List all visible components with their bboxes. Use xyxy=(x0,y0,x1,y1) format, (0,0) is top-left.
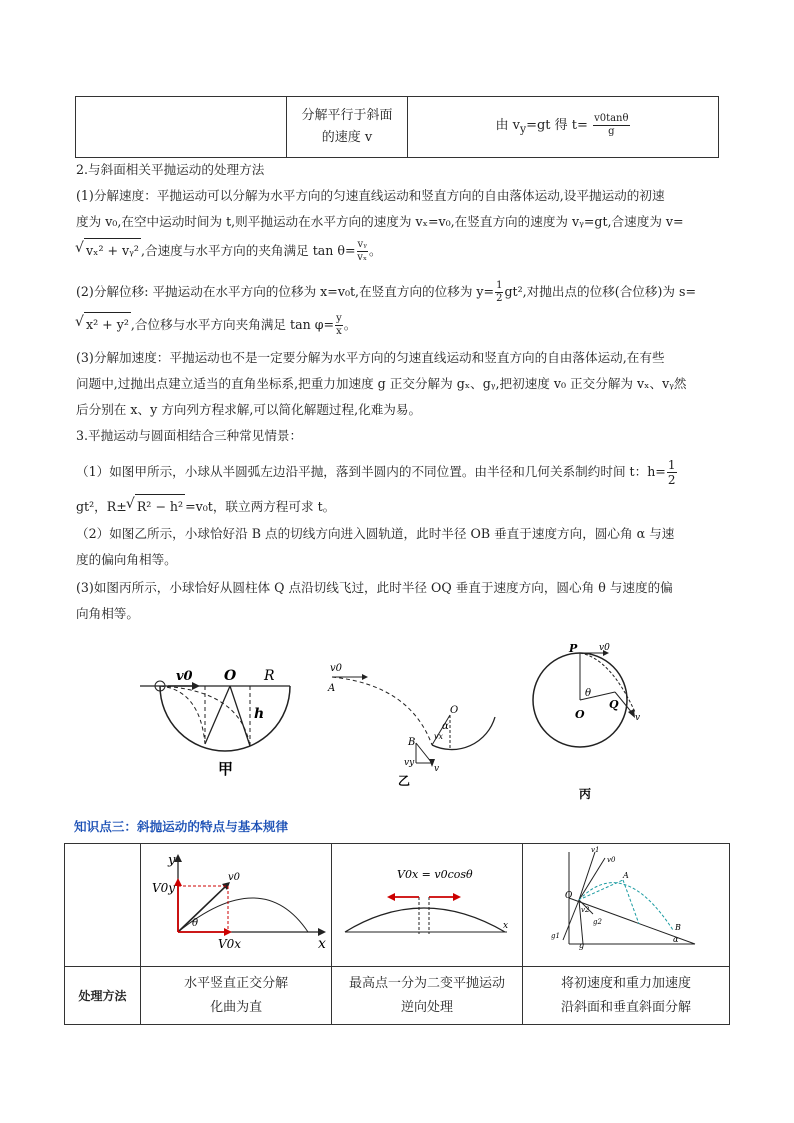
svg-text:A: A xyxy=(623,871,629,880)
method-col1: 水平竖直正交分解 化曲为直 xyxy=(141,967,332,1025)
svg-text:v2: v2 xyxy=(581,906,590,914)
figure-yi xyxy=(320,655,500,790)
svg-text:O: O xyxy=(575,708,585,721)
svg-text:g1: g1 xyxy=(551,932,560,940)
section2-p1c: √ vₓ² + vᵧ² ,合速度与水平方向的夹角满足 tan θ= $\frac{\text{vᵧ}}{\text{vₓ}}$ 。 xyxy=(76,238,722,264)
oblique-table-corner xyxy=(65,844,141,967)
section3-q1a: （1）如图甲所示，小球从半圆弧左边沿平抛，落到半圆内的不同位置。由半径和几何关系制约时间 t：h= $\frac{1}{2}$ xyxy=(76,458,676,487)
svg-text:v1: v1 xyxy=(591,846,600,854)
section3-q2b: 度的偏向角相等。 xyxy=(76,552,177,567)
top-table-cell-empty xyxy=(76,97,287,158)
section2-title: 2.与斜面相关平抛运动的处理方法 xyxy=(76,162,265,177)
svg-text:α: α xyxy=(673,935,679,944)
top-table-cell-right: 由 $v_y=gt$ 得 t= $\frac{v0\tan\theta}{g}$ xyxy=(408,97,719,158)
svg-text:乙: 乙 xyxy=(398,774,411,788)
section3-q2a: （2）如图乙所示，小球恰好沿 B 点的切线方向进入圆轨道，此时半径 OB 垂直于速度方向，圆心角 α 与速 xyxy=(76,526,675,541)
svg-text:V0y: V0y xyxy=(152,881,176,895)
section2-p1a: (1)分解速度：平抛运动可以分解为水平方向的匀速直线运动和竖直方向的自由落体运动,设平抛运动的初速 xyxy=(76,188,665,203)
oblique-table xyxy=(64,843,730,1025)
section3-q3a: (3)如图丙所示，小球恰好从圆柱体 Q 点沿切线飞过，此时半径 OQ 垂直于速度方向，圆心角 θ 与速度的偏 xyxy=(76,580,673,595)
svg-text:丙: 丙 xyxy=(579,787,592,801)
oblique-fig-a-cell xyxy=(141,844,332,967)
svg-text:B: B xyxy=(408,737,416,748)
svg-text:v: v xyxy=(434,764,440,774)
svg-text:θ: θ xyxy=(192,918,199,929)
svg-text:v0: v0 xyxy=(330,663,343,674)
svg-text:Q: Q xyxy=(609,698,619,711)
section2-p3b: 问题中,过抛出点建立适当的直角坐标系,把重力加速度 g 正交分解为 gₓ、gᵧ,把初速度 v₀ 正交分解为 vₓ、vᵧ然 xyxy=(76,376,687,391)
svg-text:x: x xyxy=(318,936,326,952)
oblique-fig-a xyxy=(142,844,330,962)
svg-text:x: x xyxy=(503,921,509,931)
svg-text:vy: vy xyxy=(404,758,415,768)
knowledge3-heading: 知识点三：斜抛运动的特点与基本规律 xyxy=(74,819,289,834)
svg-text:v0: v0 xyxy=(607,856,616,864)
svg-text:O: O xyxy=(565,891,573,901)
svg-text:v: v xyxy=(635,713,641,723)
svg-text:B: B xyxy=(675,923,681,932)
svg-text:v0: v0 xyxy=(176,669,193,684)
svg-text:P: P xyxy=(569,642,578,655)
svg-text:R: R xyxy=(264,668,275,684)
figure-bing xyxy=(525,640,655,805)
svg-text:O: O xyxy=(450,705,459,716)
svg-text:y: y xyxy=(168,853,176,868)
svg-text:甲: 甲 xyxy=(218,760,234,778)
section3-q1b: gt²，R±√ R² − h² =v₀t，联立两方程可求 t。 xyxy=(76,494,722,519)
top-table-cell-mid: 分解平行于斜面 的速度 v xyxy=(287,97,408,158)
oblique-fig-b-cell xyxy=(332,844,523,967)
section2-p3a: (3)分解加速度：平抛运动也不是一定要分解为水平方向的匀速直线运动和竖直方向的自由落体运动,在有些 xyxy=(76,350,665,365)
svg-text:v0: v0 xyxy=(228,872,241,883)
fraction: $\frac{v0\tan\theta}{g}$ xyxy=(594,113,629,138)
svg-text:vx: vx xyxy=(434,732,444,741)
section2-p1b: 度为 v₀,在空中运动时间为 t,则平抛运动在水平方向的速度为 vₓ=v₀,在竖直方向的速度为 vᵧ=gt,合速度为 v= xyxy=(76,214,684,229)
svg-text:O: O xyxy=(224,668,237,684)
section2-p2a: (2)分解位移: 平抛运动在水平方向的位移为 x=v₀t,在竖直方向的位移为 y= $\frac{1}{2}$ gt²,对抛出点的位移(合位移)为 s= xyxy=(76,280,697,304)
svg-text:v0: v0 xyxy=(599,643,610,653)
section2-p2b: √ x² + y² ,合位移与水平方向夹角满足 tan φ= $\frac{y}{x}$ 。 xyxy=(76,312,722,338)
svg-text:V0x: V0x xyxy=(218,937,242,951)
figure-jia xyxy=(130,650,320,780)
method-col2: 最高点一分为二变平抛运动 逆向处理 xyxy=(332,967,523,1025)
svg-text:A: A xyxy=(328,683,336,694)
svg-text:h: h xyxy=(254,706,265,722)
svg-text:α: α xyxy=(442,721,449,732)
svg-text:g2: g2 xyxy=(593,918,602,926)
section2-p3c: 后分别在 x、y 方向列方程求解,可以简化解题过程,化难为易。 xyxy=(76,402,422,417)
section3-title: 3.平抛运动与圆面相结合三种常见情景： xyxy=(76,428,303,443)
svg-text:V0x = v0cosθ: V0x = v0cosθ xyxy=(397,868,473,881)
svg-text:g: g xyxy=(579,941,585,950)
oblique-fig-b xyxy=(333,844,521,962)
row-label: 处理方法 xyxy=(65,967,141,1025)
top-table xyxy=(75,96,719,158)
method-col3: 将初速度和重力加速度 沿斜面和垂直斜面分解 xyxy=(523,967,730,1025)
section3-q3b: 向角相等。 xyxy=(76,606,139,621)
svg-text:θ: θ xyxy=(585,688,592,699)
oblique-fig-c-cell xyxy=(523,844,730,967)
oblique-fig-c xyxy=(523,844,729,962)
